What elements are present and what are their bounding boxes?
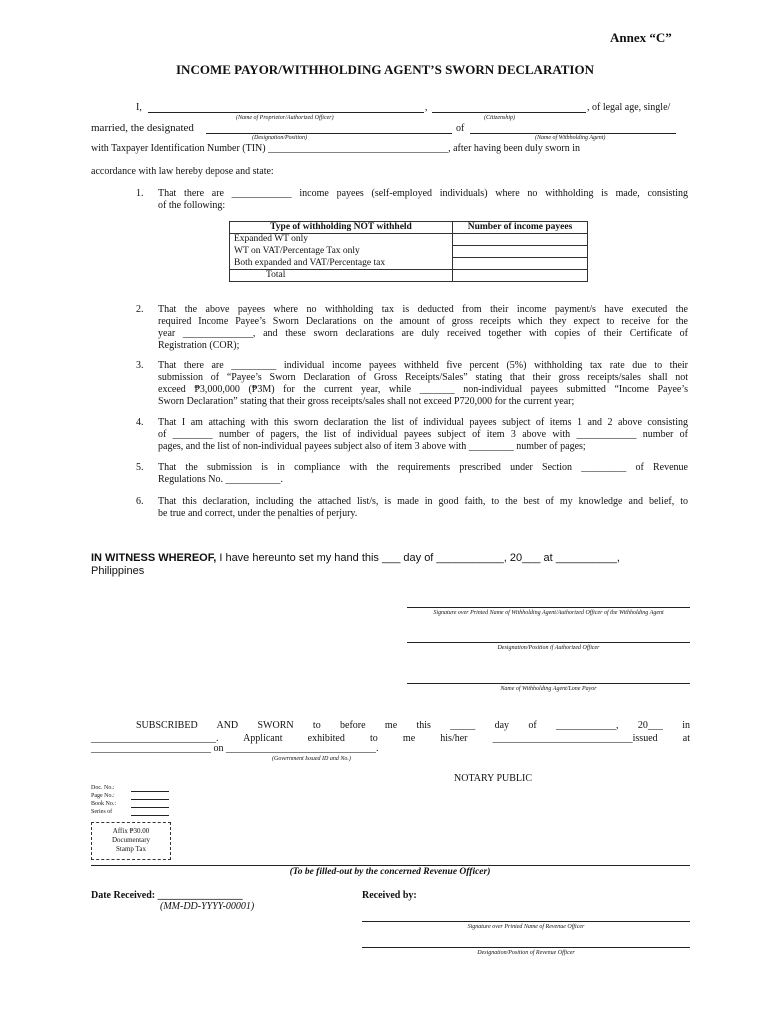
witness-rest: I have hereunto set my hand this ___ day of ___________, 20___ at __________, — [216, 552, 620, 564]
signature-line-1[interactable] — [407, 607, 690, 608]
item-4-line-2: of ________ number of pagers, the list of individual payees subject of item 3 above with ____________ number of — [158, 429, 688, 440]
book-no-label: Book No.: — [91, 801, 117, 807]
caption-agent: (Name of Withholding Agent) — [535, 135, 606, 141]
revenue-signature-line[interactable] — [362, 921, 690, 922]
signature-caption-2: Designation/Position if Authorized Officer — [497, 645, 600, 651]
signature-line-2[interactable] — [407, 642, 690, 643]
item-5-line-1: That the submission is in compliance with the requirements prescribed under Section _________ of Revenue — [158, 462, 688, 473]
table-row-value[interactable] — [453, 234, 588, 246]
item-3-number: 3. — [136, 360, 144, 371]
doc-no-label: Doc. No.: — [91, 785, 115, 791]
item-2-line-2: required Income Payee’s Sworn Declarations on the amount of gross receipts which they expect to receive for the — [158, 316, 688, 327]
item-3-line-2: submission of “Payee’s Sworn Declaration of Gross Receipts/Sales” stating that their gross receipts/sales shall not — [158, 372, 688, 383]
intro-married: married, the designated — [91, 122, 194, 134]
revenue-caption-1: Signature over Printed Name of Revenue Officer — [467, 924, 585, 930]
revenue-header: (To be filled-out by the concerned Revenue Officer) — [289, 867, 491, 877]
item-4-line-3: pages, and the list of non-individual payees subject also of item 3 above with _________ number of pages; — [158, 441, 586, 452]
stamp-line-1: Affix ₱30.00 — [112, 827, 150, 835]
item-6-number: 6. — [136, 496, 144, 507]
subscribed-line-1: SUBSCRIBED AND SWORN to before me this _____ day of ____________, 20___ in — [136, 720, 690, 731]
signature-caption-3: Name of Withholding Agent/Lone Payor — [500, 686, 597, 692]
item-1-number: 1. — [136, 188, 144, 199]
caption-citizenship: (Citizenship) — [484, 115, 515, 121]
received-by: Received by: — [362, 890, 417, 901]
table-row-value[interactable] — [453, 270, 588, 282]
item-4-number: 4. — [136, 417, 144, 428]
revenue-designation-line[interactable] — [362, 947, 690, 948]
designation-line[interactable] — [206, 133, 452, 134]
intro-comma: , — [425, 102, 428, 113]
table-header-count: Number of income payees — [453, 222, 588, 234]
intro-i: I, — [136, 102, 142, 113]
item-3-line-3: exceed ₱3,000,000 (₱3M) for the current year, while _______ non-individual payees submitted “Income Payee’s — [158, 384, 688, 395]
annex-label: Annex “C” — [610, 30, 672, 45]
intro-accordance: accordance with law hereby depose and state: — [91, 166, 274, 177]
item-2-line-3: year ______________, and these sworn declarations are duly received together with copies of their Certificate of — [158, 328, 688, 339]
intro-tin: with Taxpayer Identification Number (TIN) ____________________________________, after having been duly sworn in — [91, 143, 581, 154]
item-6-line-2: be true and correct, under the penalties of perjury. — [158, 508, 358, 519]
withholding-table — [229, 221, 588, 282]
table-row — [230, 258, 588, 270]
intro-of: of — [456, 123, 465, 134]
table-row-label: WT on VAT/Percentage Tax only — [230, 246, 453, 258]
item-1-line-2: of the following: — [158, 200, 226, 211]
stamp-line-2: Documentary — [111, 836, 151, 844]
table-row-value[interactable] — [453, 246, 588, 258]
stamp-line-3: Stamp Tax — [116, 845, 146, 853]
table-row — [230, 234, 588, 246]
table-header-type: Type of withholding NOT withheld — [230, 222, 453, 234]
notary-public: NOTARY PUBLIC — [454, 773, 533, 784]
series-label: Series of — [91, 809, 113, 815]
item-2-line-1: That the above payees where no withholding tax is deducted from their income payment/s have executed the — [158, 304, 688, 315]
table-row-label: Total — [230, 270, 453, 282]
page-no-label: Page No.: — [91, 793, 115, 799]
citizenship-line[interactable] — [432, 112, 586, 113]
signature-caption-1: Signature over Printed Name of Withholding Agent/Authorized Officer of the Withholding Agent — [433, 610, 664, 616]
item-4-line-1: That I am attaching with this sworn declaration the list of individual payees subject of items 1 and 2 above consisting — [158, 417, 688, 428]
item-2-line-4: Registration (COR); — [158, 340, 240, 351]
item-3-line-4: Sworn Declaration” stating that their gross receipts/sales shall not exceed P720,000 for the current year; — [158, 396, 575, 407]
witness-bold: IN WITNESS WHEREOF, — [91, 552, 217, 564]
date-format: (MM-DD-YYYY-00001) — [160, 901, 255, 912]
table-row-label: Both expanded and VAT/Percentage tax — [230, 258, 453, 270]
page-no-line[interactable] — [131, 799, 169, 800]
intro-legal-age: , of legal age, single/ — [587, 102, 671, 113]
subscribed-line-2: _________________________. Applicant exhibited to me his/her ____________________________issued at — [91, 733, 690, 744]
name-line[interactable] — [148, 112, 424, 113]
doc-no-line[interactable] — [131, 791, 169, 792]
subscribed-line-3: ________________________ on ______________________________. — [91, 743, 379, 754]
caption-name: (Name of Proprietor/Authorized Officer) — [236, 115, 334, 121]
item-3-line-1: That there are _________ individual income payees withheld five percent (5%) withholding tax rate due to their — [158, 360, 688, 371]
section-divider — [91, 865, 690, 866]
witness-line-1 — [91, 552, 620, 565]
revenue-caption-2: Designation/Position of Revenue Officer — [477, 950, 575, 956]
doc-labels — [91, 784, 116, 816]
caption-designation: (Designation/Position) — [252, 135, 307, 141]
documentary-stamp-box — [91, 822, 171, 860]
date-received: Date Received: _________________ — [91, 890, 243, 901]
witness-line-2: Philippines — [91, 565, 145, 577]
table-row — [230, 246, 588, 258]
table-row — [230, 270, 588, 282]
subscribed-caption: (Government Issued ID and No.) — [272, 756, 351, 762]
table-row-value[interactable] — [453, 258, 588, 270]
item-1-line-1: That there are ____________ income payees (self-employed individuals) where no withholding is made, consisting — [158, 188, 688, 199]
table-row-label: Expanded WT only — [230, 234, 453, 246]
series-line[interactable] — [131, 815, 169, 816]
signature-line-3[interactable] — [407, 683, 690, 684]
item-5-number: 5. — [136, 462, 144, 473]
book-no-line[interactable] — [131, 807, 169, 808]
item-5-line-2: Regulations No. ___________. — [158, 474, 283, 485]
document-title: INCOME PAYOR/WITHHOLDING AGENT’S SWORN DECLARATION — [176, 62, 594, 77]
item-6-line-1: That this declaration, including the attached list/s, is made in good faith, to the best of my knowledge and belief, to — [158, 496, 688, 507]
item-2-number: 2. — [136, 304, 144, 315]
